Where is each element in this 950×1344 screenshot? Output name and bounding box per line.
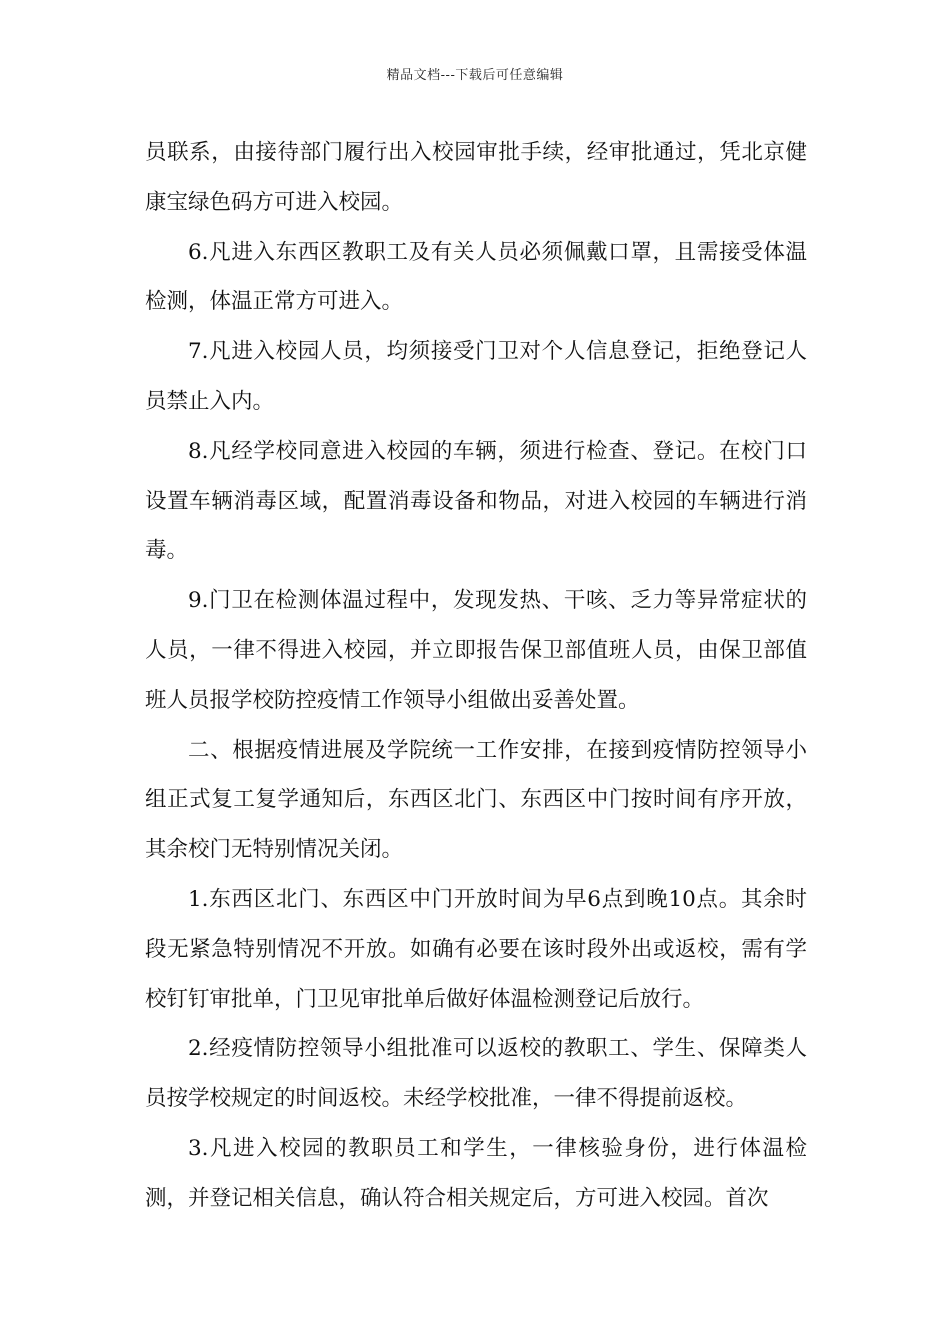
paragraph-item-6: 6.凡进入东西区教职工及有关人员必须佩戴口罩，且需接受体温检测，体温正常方可进入。 bbox=[145, 239, 807, 315]
section-heading-two: 二、根据疫情进展及学院统一工作安排，在接到疫情防控领导小组正式复工复学通知后，东西区北门、东西区中门按时间有序开放，其余校门无特别情况关闭。 bbox=[145, 737, 807, 863]
paragraph-item-1: 1.东西区北门、东西区中门开放时间为早6点到晚10点。其余时段无紧急特别情况不开放。如确有必要在该时段外出或返校，需有学校钉钉审批单，门卫见审批单后做好体温检测登记后放行。 bbox=[145, 886, 807, 1012]
paragraph-item-3: 3.凡进入校园的教职员工和学生，一律核验身份，进行体温检测，并登记相关信息，确认符合相关规定后，方可进入校园。首次 bbox=[145, 1135, 807, 1211]
paragraph-item-2: 2.经疫情防控领导小组批准可以返校的教职工、学生、保障类人员按学校规定的时间返校。未经学校批准，一律不得提前返校。 bbox=[145, 1036, 807, 1112]
paragraph-item-9: 9.门卫在检测体温过程中，发现发热、干咳、乏力等异常症状的人员，一律不得进入校园，并立即报告保卫部值班人员，由保卫部值班人员报学校防控疫情工作领导小组做出妥善处置。 bbox=[145, 588, 807, 713]
paragraph-item-8: 8.凡经学校同意进入校园的车辆，须进行检查、登记。在校门口设置车辆消毒区域，配置消毒设备和物品，对进入校园的车辆进行消毒。 bbox=[145, 438, 807, 564]
page-header: 精品文档---下载后可任意编辑 bbox=[386, 68, 564, 83]
paragraph-item-7: 7.凡进入校园人员，均须接受门卫对个人信息登记，拒绝登记人员禁止入内。 bbox=[145, 339, 807, 414]
document-body bbox=[145, 128, 807, 1224]
paragraph-continuation: 员联系，由接待部门履行出入校园审批手续，经审批通过，凭北京健康宝绿色码方可进入校园。 bbox=[145, 140, 807, 215]
